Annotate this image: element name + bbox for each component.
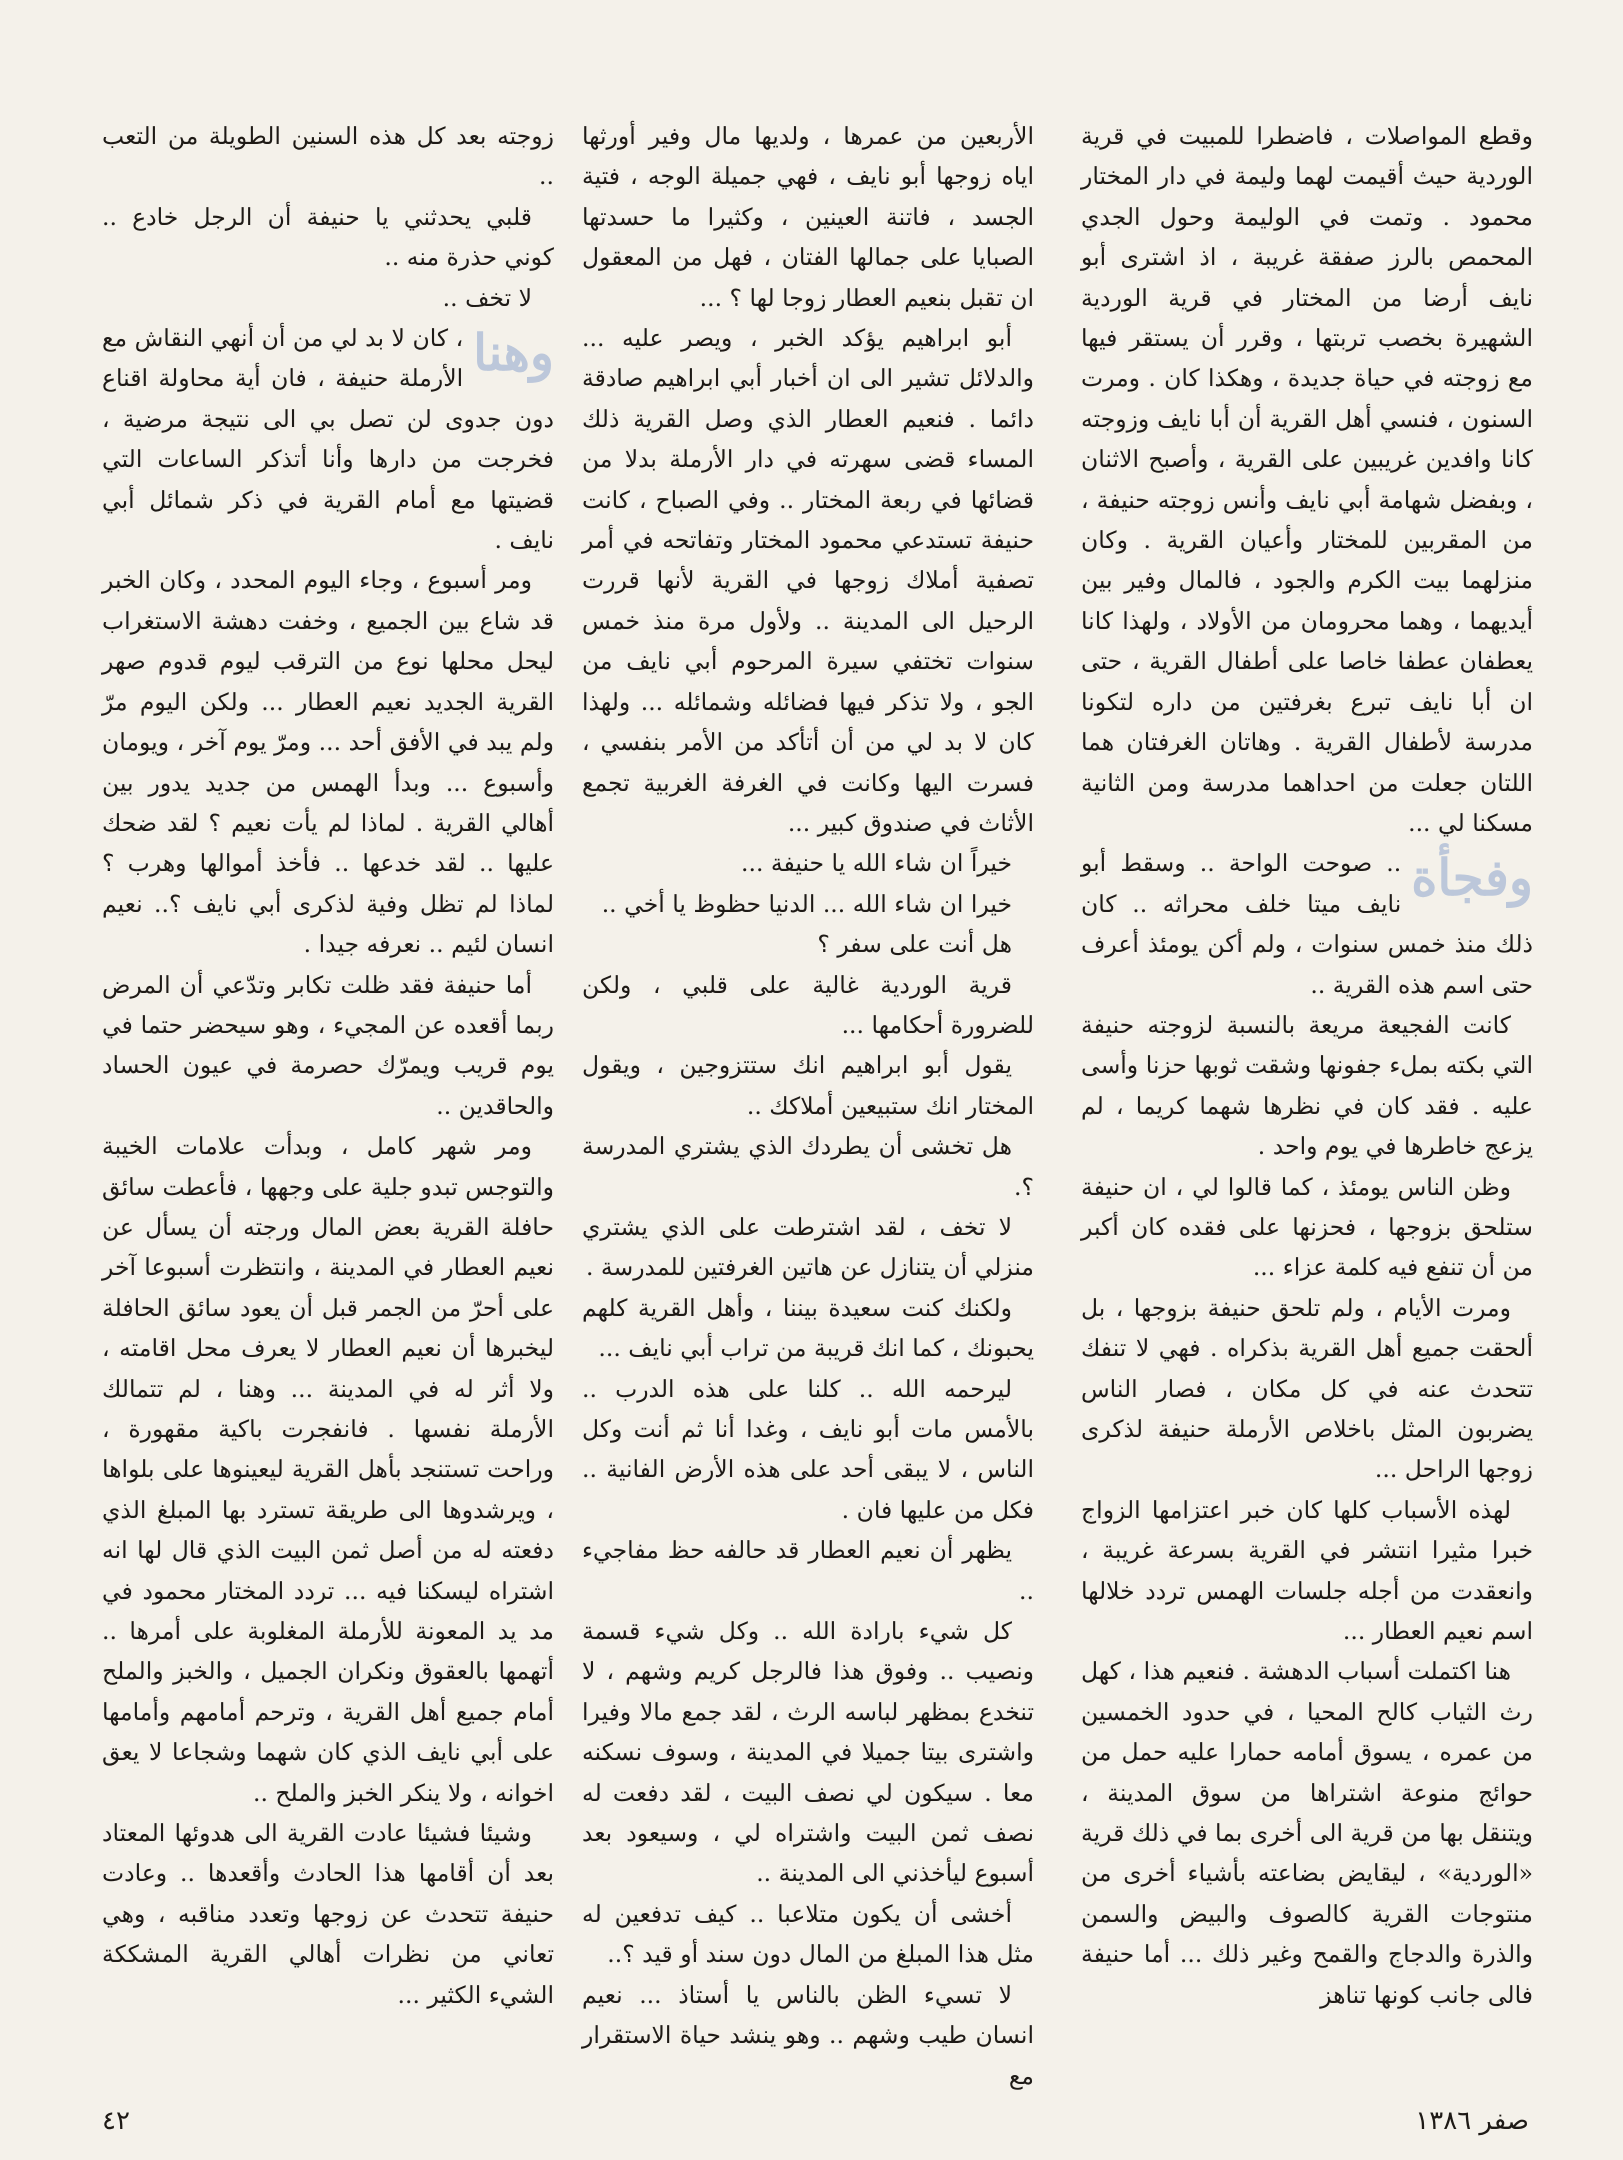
text-column-left: [102, 116, 554, 2009]
dialogue-line: يقول أبو ابراهيم انك ستتزوجين ، ويقول المختار انك ستبيعين أملاكك ..: [582, 1051, 1034, 1120]
dropcap-heading: وفجأة: [1411, 848, 1533, 908]
paragraph: زوجته بعد كل هذه السنين الطويلة من التعب ..: [102, 122, 554, 191]
dialogue-line: لا تخف ، لقد اشترطت على الذي يشتري منزلي أن يتنازل عن هاتين الغرفتين للمدرسة .: [582, 1212, 1034, 1282]
paragraph: [102, 318, 554, 560]
dropcap-heading: وهنا: [473, 323, 554, 383]
paragraph: هنا اكتملت أسباب الدهشة . فنعيم هذا ، كهل رث الثياب كالح المحيا ، في حدود الخمسين من عمره ، يسوق أمامه حمارا عليه حمل من حوائج منوعة اشتراها من سوق المدينة ، ويتنقل بها من قرية الى أخرى بما في ذلك قرية «الوردية» ، ليقايض بضاعته بأشياء أخرى من منتوجات القرية كالصوف والبيض والسمن والذرة والدجاج والقمح وغير ذلك ... أما حنيفة فالى جانب كونها تناهز: [1081, 1657, 1533, 2009]
paragraph: وشيئا فشيئا عادت القرية الى هدوئها المعتاد بعد أن أقامها هذا الحادث وأقعدها .. وعادت حنيفة تتحدث عن زوجها وتعدد مناقبه ، وهي تعاني من نظرات أهالي القرية المشككة الشيء الكثير ...: [102, 1819, 554, 2009]
dialogue-line: هل أنت على سفر ؟: [817, 930, 1012, 959]
paragraph: ومر شهر كامل ، وبدأت علامات الخيبة والتوجس تبدو جلية على وجهها ، فأعطت سائق حافلة القرية بعض المال ورجته أن يسأل عن نعيم العطار في المدينة ، وانتظرت أسبوعا آخر على أحرّ من الجمر قبل أن يعود سائق الحافلة ليخبرها أن نعيم العطار لا يعرف محل اقامته ، ولا أثر له في المدينة ... وهنا ، لم تتمالك الأرملة نفسها . فانفجرت باكية مقهورة ، وراحت تستنجد بأهل القرية ليعينوها على بلواها ، ويرشدوها الى طريقة تسترد بها المبلغ الذي دفعته له من أصل ثمن البيت الذي قال لها انه اشتراه ليسكنا فيه ... تردد المختار محمود في مد يد المعونة للأرملة المغلوبة على أمرها .. أتهمها بالعقوق ونكران الجميل ، والخبز والملح أمام جميع أهل القرية ، وترحم أمامهم وأمامها على أبي نايف الذي كان شهما وشجاعا لا يعق اخوانه ، ولا ينكر الخبز والملح ..: [102, 1132, 554, 1807]
dialogue-line: ولكنك كنت سعيدة بيننا ، وأهل القرية كلهم يحبونك ، كما انك قريبة من تراب أبي نايف ...: [582, 1293, 1034, 1363]
paragraph: ومر أسبوع ، وجاء اليوم المحدد ، وكان الخبر قد شاع بين الجميع ، وخفت دهشة الاستغراب ليحل محلها نوع من الترقب ليوم قدوم صهر القرية الجديد نعيم العطار ... ولكن اليوم مرّ ولم يبد في الأفق أحد ... ومرّ يوم آخر ، ويومان وأسبوع ... وبدأ الهمس من جديد يدور بين أهالي القرية . لماذا لم يأت نعيم ؟ لقد ضحك عليها .. لقد خدعها .. فأخذ أموالها وهرب ؟ لماذا لم تظل وفية لذكرى أبي نايف ؟.. نعيم انسان لئيم .. نعرفه جيدا .: [102, 566, 554, 959]
dialogue-line: أخشى أن يكون متلاعبا .. كيف تدفعين له مثل هذا المبلغ من المال دون سند أو قيد ؟..: [582, 1899, 1034, 1969]
dialogue-line: هل تخشى أن يطردك الذي يشتري المدرسة ؟.: [582, 1132, 1034, 1201]
page-number: ٤٢: [102, 2106, 130, 2136]
dialogue-line: كل شيء بارادة الله .. وكل شيء قسمة ونصيب .. وفوق هذا فالرجل كريم وشهم ، لا تنخدع بمظهر لباسه الرث ، لقد جمع مالا وفيرا واشترى بيتا جميلا في المدينة ، وسوف نسكنه معا . سيكون لي نصف البيت ، لقد دفعت له نصف ثمن البيت واشتراه لي ، وسيعود بعد أسبوع ليأخذني الى المدينة ..: [582, 1617, 1034, 1888]
paragraph: لهذه الأسباب كلها كان خبر اعتزامها الزواج خبرا مثيرا انتشر في القرية بسرعة غريبة ، وانعقدت من أجله جلسات الهمس تردد خلالها اسم نعيم العطار ...: [1081, 1495, 1533, 1646]
dialogue-line: قرية الوردية غالية على قلبي ، ولكن للضرورة أحكامها ...: [582, 970, 1034, 1039]
paragraph-text: ، كان لا بد لي من أن أنهي النقاش مع الأرملة حنيفة ، فان أية محاولة اقناع دون جدوى لن تصل بي الى نتيجة مرضية ، فخرجت من دارها وأنا أتذكر الساعات التي قضيتها مع أمام القرية في ذكر شمائل أبي نايف .: [102, 324, 554, 555]
dialogue-line: لا تسيء الظن بالناس يا أستاذ ... نعيم انسان طيب وشهم .. وهو ينشد حياة الاستقرار مع: [582, 1980, 1034, 2090]
dialogue-line: خيراً ان شاء الله يا حنيفة ...: [741, 849, 1012, 878]
dialogue-line: لا تخف ..: [442, 283, 532, 312]
paragraph: [1081, 843, 1533, 1005]
paragraph: كانت الفجيعة مريعة بالنسبة لزوجته حنيفة التي بكته بملء جفونها وشقت ثوبها حزنا وأسى عليه . فقد كان في نظرها شهما كريما ، لم يزعج خاطرها في يوم واحد .: [1081, 1010, 1533, 1161]
dialogue-line: ليرحمه الله .. كلنا على هذه الدرب .. بالأمس مات أبو نايف ، وغدا أنا ثم أنت وكل الناس ، لا يبقى أحد على هذه الأرض الفانية .. فكل من عليها فان .: [582, 1374, 1034, 1524]
paragraph: الأربعين من عمرها ، ولديها مال وفير أورثها اياه زوجها أبو نايف ، فهي جميلة الوجه ، فتية الجسد ، فاتنة العينين ، وكثيرا ما حسدتها الصبايا على جمالها الفتان ، فهل من المعقول ان تقبل بنعيم العطار زوجا لها ؟ ...: [582, 122, 1034, 312]
paragraph: وظن الناس يومئذ ، كما قالوا لي ، ان حنيفة ستلحق بزوجها ، فحزنها على فقده كان أكبر من أن تنفع فيه كلمة عزاء ...: [1081, 1172, 1533, 1282]
dialogue-line: قلبي يحدثني يا حنيفة أن الرجل خادع .. كوني حذرة منه ..: [102, 202, 554, 272]
dialogue-line: خيرا ان شاء الله ... الدنيا حظوظ يا أخي ..: [601, 889, 1012, 918]
text-column-middle: [582, 116, 1034, 2090]
issue-date: صفر ١٣٨٦: [1415, 2106, 1529, 2136]
paragraph: أما حنيفة فقد ظلت تكابر وتدّعي أن المرض ربما أقعده عن المجيء ، وهو سيحضر حتما في يوم قريب ويمرّك حصرمة في عيون الحساد والحاقدين ..: [102, 970, 554, 1120]
paragraph: أبو ابراهيم يؤكد الخبر ، ويصر عليه ... والدلائل تشير الى ان أخبار أبي ابراهيم صادقة دائما . فنعيم العطار الذي وصل القرية ذلك المساء قضى سهرته في دار الأرملة بدلا من قضائها في ربعة المختار .. وفي الصباح ، كانت حنيفة تستدعي محمود المختار وتفاتحه في أمر تصفية أملاك زوجها في القرية لأنها قررت الرحيل الى المدينة .. ولأول مرة منذ خمس سنوات تختفي سيرة المرحوم أبي نايف من الجو ، ولا تذكر فيها فضائله وشمائله ... ولهذا كان لا بد لي من أن أتأكد من الأمر بنفسي ، فسرت اليها وكانت في الغرفة الغربية تجمع الأثاث في صندوق كبير ...: [582, 324, 1034, 837]
paragraph: وقطع المواصلات ، فاضطرا للمبيت في قرية الوردية حيث أقيمت لهما وليمة في دار المختار محمود . وتمت في الوليمة وحول الجدي المحمص بالرز صفقة غريبة ، اذ اشترى أبو نايف أرضا من المختار في قرية الوردية الشهيرة بخصب تربتها ، وقرر أن يستقر فيها مع زوجته في حياة جديدة ، وهكذا كان . ومرت السنون ، فنسي أهل القرية أن أبا نايف وزوجته كانا وافدين غريبين على القرية ، وأصبح الاثنان ، وبفضل شهامة أبي نايف وأنس زوجته حنيفة ، من المقربين للمختار وأعيان القرية . وكان منزلهما بيت الكرم والجود ، فالمال وفير بين أيديهما ، وهما محرومان من الأولاد ، ولهذا كانا يعطفان عطفا خاصا على أطفال القرية ، حتى ان أبا نايف تبرع بغرفتين من داره لتكونا مدرسة لأطفال القرية . وهاتان الغرفتان هما اللتان جعلت من احداهما مدرسة ومن الثانية مسكنا لي ...: [1081, 122, 1533, 837]
dialogue-line: يظهر أن نعيم العطار قد حالفه حظ مفاجيء ..: [582, 1536, 1034, 1605]
text-column-right: [1081, 116, 1533, 2009]
paragraph-text: .. صوحت الواحة .. وسقط أبو نايف ميتا خلف محراثه .. كان ذلك منذ خمس سنوات ، ولم أكن يومئذ أعرف حتى اسم هذه القرية ..: [1081, 849, 1533, 999]
paragraph: ومرت الأيام ، ولم تلحق حنيفة بزوجها ، بل ألحقت جميع أهل القرية بذكراه . فهي لا تنفك تتحدث عنه في كل مكان ، فصار الناس يضربون المثل باخلاص الأرملة حنيفة لذكرى زوجها الراحل ...: [1081, 1293, 1533, 1484]
